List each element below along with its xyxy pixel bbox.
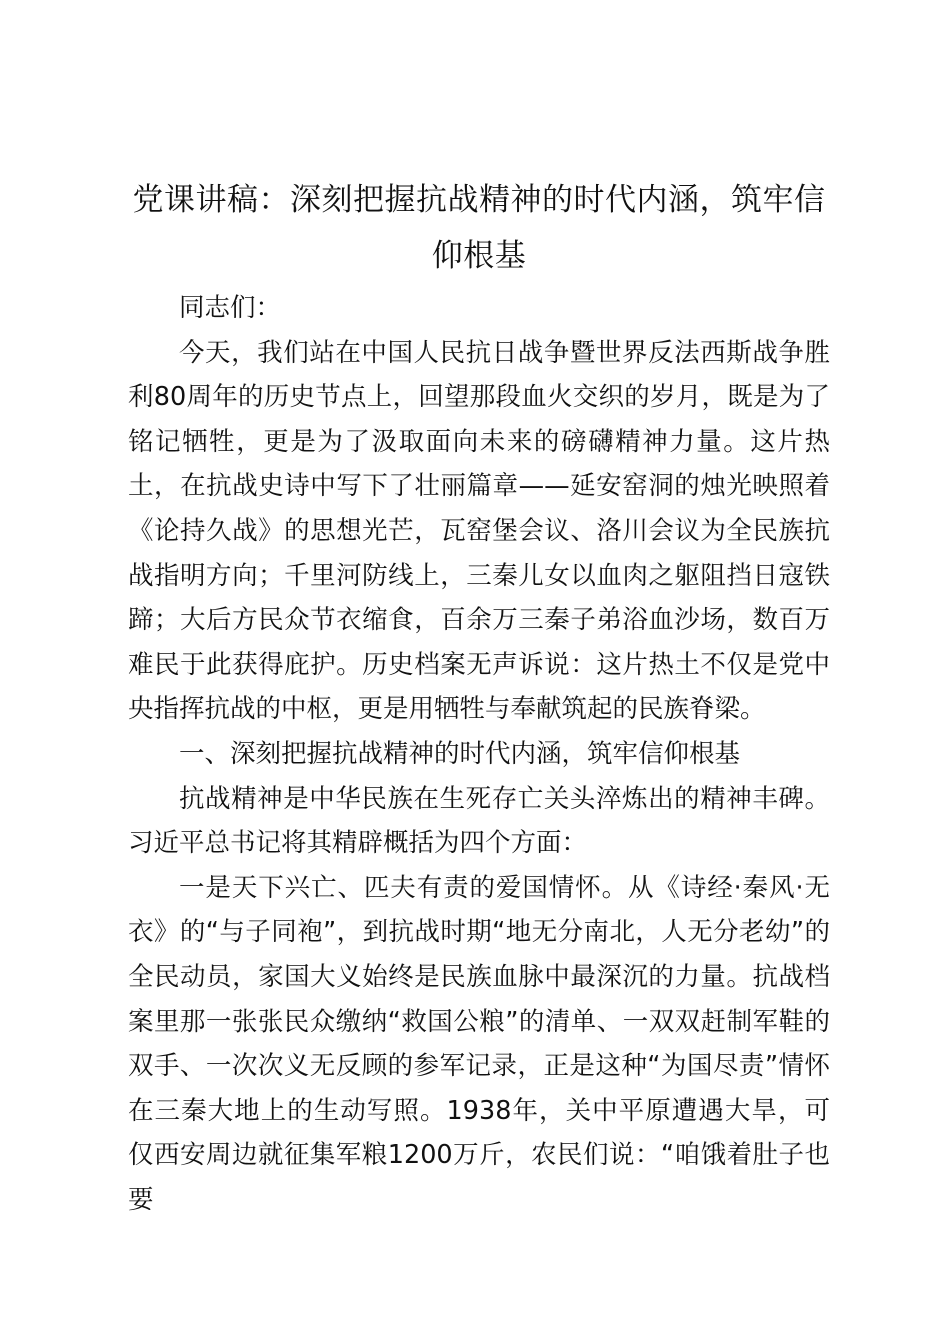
paragraph-intro: 今天，我们站在中国人民抗日战争暨世界反法西斯战争胜利80周年的历史节点上，回望那段血火交织的岁月，既是为了铭记牺牲，更是为了汲取面向未来的磅礴精神力量。这片热土，在抗战史诗中写下了壮丽篇章——延安窑洞的烛光映照着《论持久战》的思想光芒，瓦窑堡会议、洛川会议为全民族抗战指明方向；千里河防线上，三秦儿女以血肉之躯阻挡日寇铁蹄；大后方民众节衣缩食，百余万三秦子弟浴血沙场，数百万难民于此获得庇护。历史档案无声诉说：这片热土不仅是党中央指挥抗战的中枢，更是用牺牲与奉献筑起的民族脊梁。 [128, 337, 830, 725]
document-title: 党课讲稿：深刻把握抗战精神的时代内涵，筑牢信仰根基 [132, 182, 826, 274]
section-heading: 一、深刻把握抗战精神的时代内涵，筑牢信仰根基 [179, 738, 741, 769]
paragraph-salutation: 同志们： [179, 293, 282, 323]
paragraph-spirit: 抗战精神是中华民族在生死存亡关头淬炼出的精神丰碑。习近平总书记将其精辟概括为四个方面： [128, 783, 830, 859]
document-body [128, 286, 830, 1222]
document-page [128, 172, 830, 1222]
paragraph-patriotism: 一是天下兴亡、匹夫有责的爱国情怀。从《诗经·秦风·无衣》的“与子同袍”，到抗战时期“地无分南北，人无分老幼”的全民动员，家国大义始终是民族血脉中最深沉的力量。抗战档案里那一张张民众缴纳“救国公粮”的清单、一双双赶制军鞋的双手、一次次义无反顾的参军记录，正是这种“为国尽责”情怀在三秦大地上的生动写照。1938年，关中平原遭遇大旱，可仅西安周边就征集军粮1200万斤，农民们说：“咱饿着肚子也要 [128, 872, 830, 1215]
